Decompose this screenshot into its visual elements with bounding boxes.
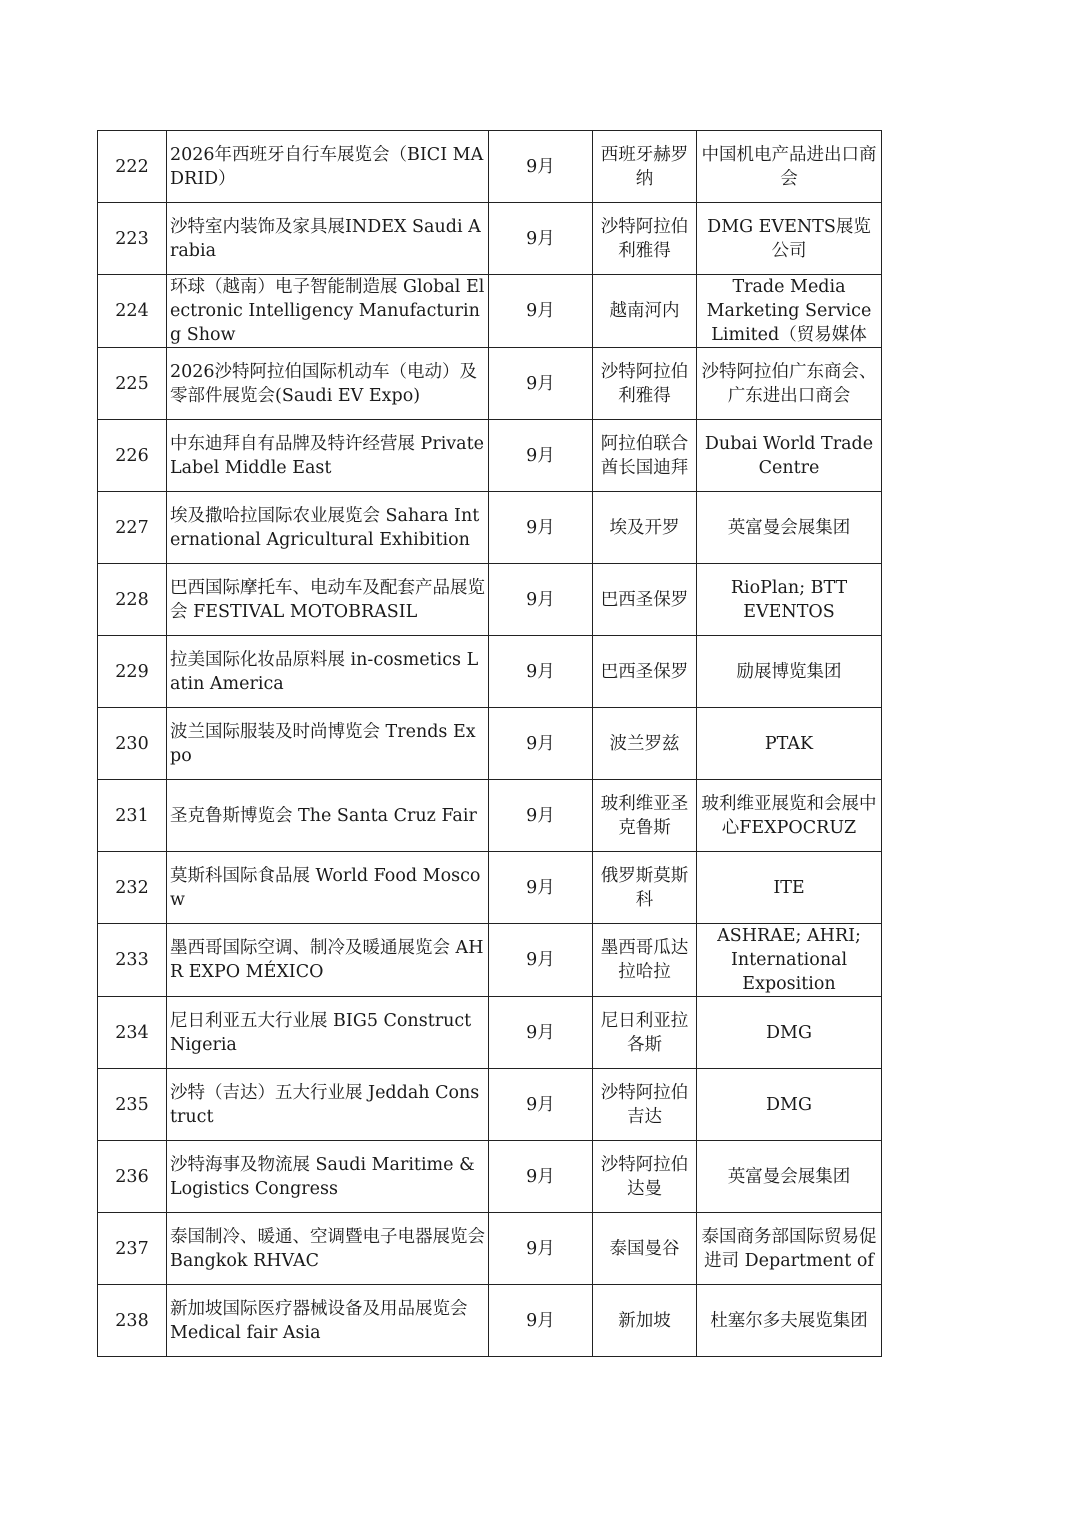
exhibition-name-cell [167, 852, 489, 924]
exhibition-name-cell-text: 波兰国际服装及时尚博览会 Trends Expo [170, 721, 476, 766]
exhibition-name-cell-text: 沙特室内装饰及家具展INDEX Saudi Arabia [170, 216, 481, 261]
organizer-cell [697, 203, 882, 275]
exhibition-name-cell-text: 圣克鲁斯博览会 The Santa Cruz Fair [170, 805, 477, 826]
organizer-cell [697, 1069, 882, 1141]
exhibition-name-cell-text: 泰国制冷、暖通、空调暨电子电器展览会 Bangkok RHVAC [170, 1226, 485, 1271]
month-cell [489, 997, 593, 1069]
exhibition-name-cell-text: 2026年西班牙自行车展览会（BICI MADRID） [170, 144, 484, 189]
exhibition-name-cell-text: 拉美国际化妆品原料展 in-cosmetics Latin America [170, 649, 479, 694]
location-cell [593, 348, 697, 420]
location-cell [593, 1213, 697, 1285]
month-cell-text: 9月 [526, 301, 555, 321]
table-row [98, 1141, 882, 1213]
organizer-cell [697, 852, 882, 924]
table-row [98, 275, 882, 348]
exhibition-name-cell [167, 564, 489, 636]
location-cell-text: 沙特阿拉伯利雅得 [600, 361, 689, 406]
location-cell-text: 尼日利亚拉各斯 [600, 1010, 689, 1055]
organizer-cell [697, 1213, 882, 1285]
exhibition-table-body [98, 131, 882, 1357]
location-cell-text: 巴西圣保罗 [600, 589, 689, 610]
month-cell [489, 780, 593, 852]
month-cell-text: 9月 [526, 373, 555, 394]
exhibition-name-cell-text: 墨西哥国际空调、制冷及暖通展览会 AHR EXPO MÉXICO [170, 938, 484, 982]
location-cell-text: 埃及开罗 [609, 517, 680, 538]
row-number-cell [98, 997, 167, 1069]
organizer-cell-text: 励展博览集团 [736, 661, 842, 682]
row-number-cell-text: 228 [115, 589, 149, 610]
row-number-cell [98, 348, 167, 420]
table-row [98, 203, 882, 275]
exhibition-name-cell-text: 环球（越南）电子智能制造展 Global Electronic Intelligency Manufacturing Show [170, 277, 485, 345]
exhibition-name-cell [167, 348, 489, 420]
month-cell [489, 203, 593, 275]
table-row [98, 997, 882, 1069]
row-number-cell [98, 492, 167, 564]
organizer-cell-text: Dubai World Trade Centre [704, 433, 874, 478]
organizer-cell [697, 708, 882, 780]
row-number-cell-text: 223 [115, 228, 149, 249]
organizer-cell [697, 131, 882, 203]
month-cell-text: 9月 [526, 1094, 555, 1115]
location-cell-text: 波兰罗兹 [609, 733, 680, 754]
organizer-cell [697, 1285, 882, 1357]
exhibition-name-cell [167, 997, 489, 1069]
row-number-cell-text: 230 [115, 733, 149, 754]
row-number-cell-text: 235 [115, 1094, 149, 1115]
exhibition-name-cell [167, 636, 489, 708]
row-number-cell [98, 1069, 167, 1141]
exhibition-name-cell-text: 中东迪拜自有品牌及特许经营展 Private Label Middle East [170, 433, 485, 478]
location-cell-text: 巴西圣保罗 [600, 661, 689, 682]
exhibition-name-cell [167, 420, 489, 492]
month-cell [489, 492, 593, 564]
table-row [98, 348, 882, 420]
exhibition-name-cell-text: 埃及撒哈拉国际农业展览会 Sahara International Agricultural Exhibition [170, 505, 480, 550]
table-row [98, 1069, 882, 1141]
row-number-cell-text: 222 [115, 156, 149, 177]
organizer-cell-text: 中国机电产品进出口商会 [701, 144, 877, 189]
table-row [98, 564, 882, 636]
row-number-cell [98, 780, 167, 852]
organizer-cell [697, 636, 882, 708]
month-cell-text: 9月 [526, 445, 555, 466]
location-cell [593, 131, 697, 203]
organizer-cell-text: PTAK [764, 733, 814, 754]
row-number-cell [98, 636, 167, 708]
location-cell-text: 新加坡 [618, 1310, 671, 1331]
month-cell-text: 9月 [526, 661, 555, 682]
month-cell-text: 9月 [526, 877, 555, 898]
row-number-cell-text: 226 [115, 445, 149, 466]
location-cell [593, 924, 697, 997]
row-number-cell-text: 237 [115, 1238, 149, 1259]
organizer-cell-text: 泰国商务部国际贸易促进司 Department of [701, 1226, 877, 1271]
month-cell [489, 420, 593, 492]
month-cell [489, 131, 593, 203]
organizer-cell [697, 348, 882, 420]
organizer-cell-text: DMG EVENTS展览公司 [707, 216, 871, 261]
month-cell-text: 9月 [526, 1238, 555, 1259]
location-cell-text: 沙特阿拉伯利雅得 [600, 216, 689, 261]
table-row [98, 636, 882, 708]
organizer-cell-text: 英富曼会展集团 [727, 517, 851, 538]
organizer-cell-text: DMG [766, 1094, 812, 1115]
exhibition-name-cell [167, 203, 489, 275]
location-cell-text: 沙特阿拉伯吉达 [600, 1082, 689, 1127]
organizer-cell-text: RioPlan; BTT EVENTOS [730, 577, 848, 622]
table-row [98, 492, 882, 564]
location-cell [593, 420, 697, 492]
organizer-cell [697, 275, 882, 348]
month-cell-text: 9月 [526, 156, 555, 177]
month-cell [489, 924, 593, 997]
month-cell-text: 9月 [526, 805, 555, 826]
location-cell [593, 780, 697, 852]
table-row [98, 924, 882, 997]
row-number-cell [98, 131, 167, 203]
organizer-cell [697, 492, 882, 564]
organizer-cell-text: ITE [773, 877, 805, 898]
location-cell [593, 636, 697, 708]
location-cell-text: 西班牙赫罗纳 [600, 144, 689, 189]
exhibition-name-cell-text: 新加坡国际医疗器械设备及用品展览会 Medical fair Asia [170, 1298, 468, 1343]
exhibition-name-cell [167, 780, 489, 852]
month-cell-text: 9月 [526, 228, 555, 249]
organizer-cell-text: 英富曼会展集团 [727, 1166, 851, 1187]
location-cell [593, 564, 697, 636]
table-row [98, 131, 882, 203]
month-cell [489, 1069, 593, 1141]
row-number-cell [98, 852, 167, 924]
exhibition-name-cell-text: 沙特海事及物流展 Saudi Maritime & Logistics Congress [170, 1154, 475, 1199]
organizer-cell [697, 1141, 882, 1213]
organizer-cell [697, 924, 882, 997]
exhibition-name-cell [167, 275, 489, 348]
month-cell [489, 348, 593, 420]
month-cell [489, 708, 593, 780]
location-cell-text: 玻利维亚圣克鲁斯 [600, 793, 689, 838]
row-number-cell-text: 236 [115, 1166, 149, 1187]
row-number-cell [98, 1141, 167, 1213]
row-number-cell-text: 231 [115, 805, 149, 826]
exhibition-name-cell [167, 1213, 489, 1285]
organizer-cell [697, 780, 882, 852]
table-row [98, 1285, 882, 1357]
month-cell-text: 9月 [526, 1022, 555, 1043]
location-cell-text: 越南河内 [609, 301, 680, 321]
row-number-cell [98, 708, 167, 780]
exhibition-name-cell-text: 莫斯科国际食品展 World Food Moscow [170, 865, 481, 910]
exhibition-name-cell-text: 2026沙特阿拉伯国际机动车（电动）及零部件展览会(Saudi EV Expo) [170, 361, 478, 406]
location-cell-text: 墨西哥瓜达拉哈拉 [600, 938, 689, 982]
row-number-cell [98, 1285, 167, 1357]
month-cell [489, 636, 593, 708]
location-cell [593, 275, 697, 348]
row-number-cell [98, 420, 167, 492]
location-cell [593, 1285, 697, 1357]
exhibition-name-cell-text: 沙特（吉达）五大行业展 Jeddah Construct [170, 1082, 480, 1127]
month-cell-text: 9月 [526, 517, 555, 538]
table-row [98, 708, 882, 780]
organizer-cell [697, 420, 882, 492]
organizer-cell-text: 沙特阿拉伯广东商会、广东进出口商会 [701, 361, 877, 406]
month-cell [489, 1213, 593, 1285]
row-number-cell-text: 234 [115, 1022, 149, 1043]
row-number-cell [98, 275, 167, 348]
month-cell [489, 275, 593, 348]
exhibition-table [97, 130, 882, 1357]
month-cell-text: 9月 [526, 1166, 555, 1187]
table-row [98, 420, 882, 492]
location-cell-text: 阿拉伯联合酋长国迪拜 [600, 433, 689, 478]
exhibition-name-cell [167, 492, 489, 564]
exhibition-name-cell [167, 1285, 489, 1357]
organizer-cell-text: ASHRAE; AHRI; International Exposition [717, 926, 861, 994]
row-number-cell [98, 203, 167, 275]
exhibition-name-cell [167, 924, 489, 997]
exhibition-name-cell-text: 尼日利亚五大行业展 BIG5 Construct Nigeria [170, 1010, 472, 1055]
row-number-cell-text: 233 [115, 950, 149, 970]
organizer-cell-text: 玻利维亚展览和会展中心FEXPOCRUZ [701, 793, 877, 838]
location-cell-text: 俄罗斯莫斯科 [600, 865, 689, 910]
row-number-cell [98, 1213, 167, 1285]
location-cell [593, 852, 697, 924]
month-cell-text: 9月 [526, 733, 555, 754]
month-cell-text: 9月 [526, 589, 555, 610]
table-row [98, 1213, 882, 1285]
location-cell [593, 708, 697, 780]
row-number-cell-text: 224 [115, 301, 149, 321]
month-cell [489, 852, 593, 924]
location-cell [593, 997, 697, 1069]
row-number-cell-text: 238 [115, 1310, 149, 1331]
organizer-cell [697, 564, 882, 636]
location-cell [593, 203, 697, 275]
month-cell-text: 9月 [526, 950, 555, 970]
exhibition-name-cell [167, 131, 489, 203]
row-number-cell-text: 227 [115, 517, 149, 538]
exhibition-name-cell-text: 巴西国际摩托车、电动车及配套产品展览会 FESTIVAL MOTOBRASIL [170, 577, 485, 622]
row-number-cell-text: 232 [115, 877, 149, 898]
table-row [98, 780, 882, 852]
location-cell [593, 492, 697, 564]
row-number-cell [98, 564, 167, 636]
exhibition-name-cell [167, 708, 489, 780]
organizer-cell [697, 997, 882, 1069]
exhibition-name-cell [167, 1069, 489, 1141]
location-cell [593, 1141, 697, 1213]
organizer-cell-text: 杜塞尔多夫展览集团 [710, 1310, 868, 1331]
table-row [98, 852, 882, 924]
row-number-cell-text: 225 [115, 373, 149, 394]
month-cell [489, 1141, 593, 1213]
organizer-cell-text: Trade Media Marketing Service Limited（贸易媒体 [706, 277, 872, 345]
organizer-cell-text: DMG [766, 1022, 812, 1043]
month-cell [489, 564, 593, 636]
location-cell-text: 泰国曼谷 [609, 1238, 680, 1259]
row-number-cell [98, 924, 167, 997]
month-cell [489, 1285, 593, 1357]
exhibition-name-cell [167, 1141, 489, 1213]
location-cell [593, 1069, 697, 1141]
month-cell-text: 9月 [526, 1310, 555, 1331]
location-cell-text: 沙特阿拉伯达曼 [600, 1154, 689, 1199]
row-number-cell-text: 229 [115, 661, 149, 682]
